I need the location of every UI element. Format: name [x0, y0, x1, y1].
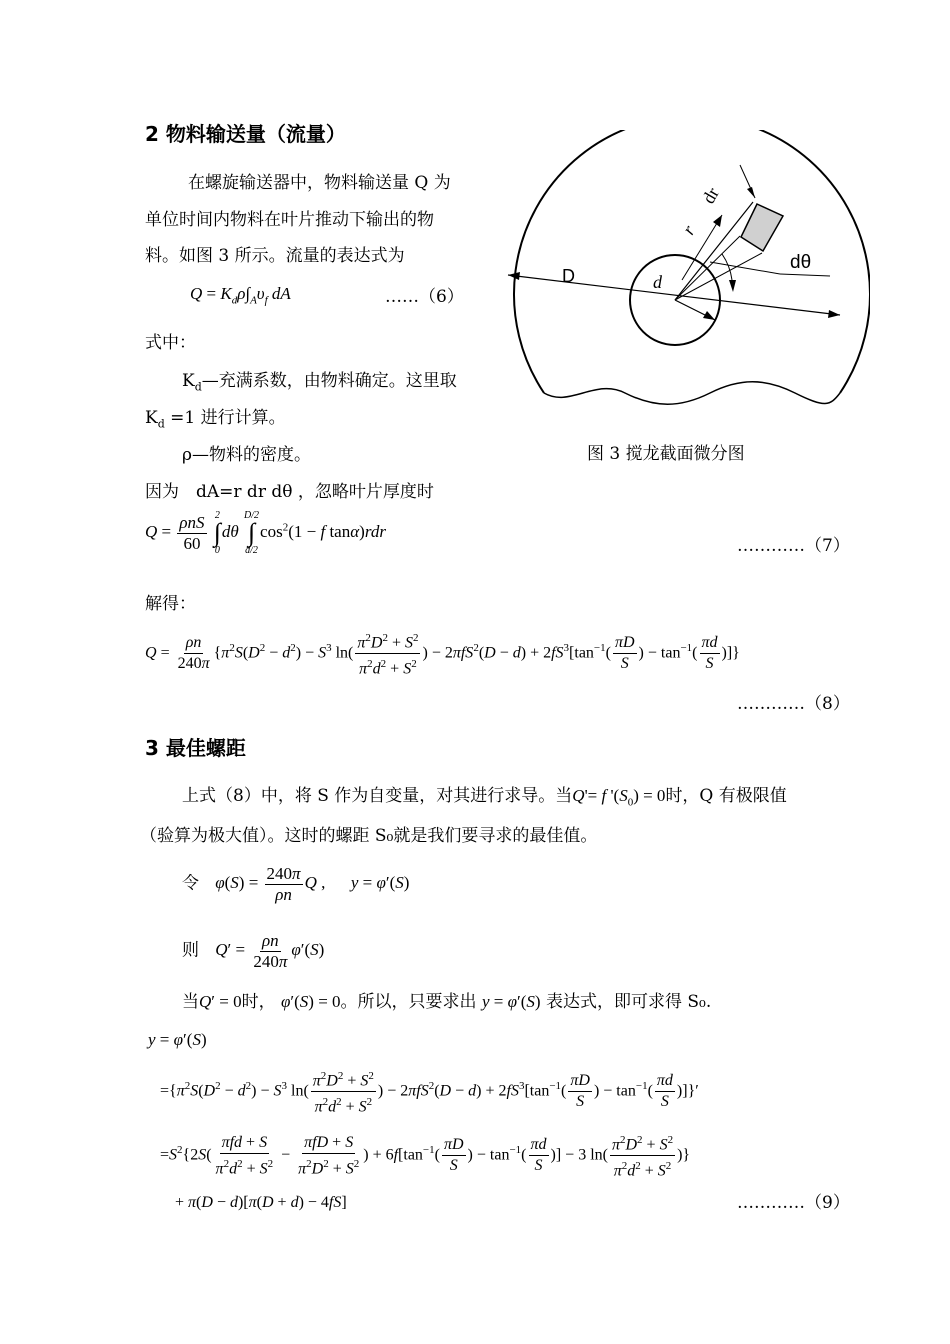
- section-3-para-line-1: 上式（8）中，将 S 作为自变量，对其进行求导。当Q'= f '$(S_0) = 0$时，Q 有极限值: [182, 786, 787, 809]
- figure-label-d: d: [653, 272, 662, 292]
- equation-7: Q = $\frac{\text{ρnS}}{60}$ 2 ∫ 0 dθ D/2 ∫ d/2 $\cos^2(1 - f$ tanα)rdr: [145, 510, 386, 556]
- then-label: 则: [182, 940, 199, 961]
- para-text: 上式（8）中，将 S 作为自变量，对其进行求导。当: [182, 786, 573, 806]
- figure-3-diagram: [500, 130, 870, 420]
- para-text-end: 时，Q 有极限值: [665, 786, 787, 806]
- figure-label-dtheta: dθ: [790, 252, 812, 273]
- area-element-line: 因为 dA=r dr dθ ，忽略叶片厚度时: [145, 482, 434, 502]
- equation-6-number: ……（6）: [385, 287, 464, 307]
- section-2-title: 2 物料输送量（流量）: [145, 122, 346, 146]
- section-3-para-line-2: （验算为极大值）。这时的螺距 S₀就是我们要寻求的最佳值。: [140, 826, 598, 846]
- where-label: 式中：: [145, 333, 196, 353]
- equation-6: $Q = K_d\rho\int_A\upsilon_f$ dA: [190, 284, 291, 307]
- equation-9-line-3: + π(D − d)[π(D + d) − 4fS]: [175, 1194, 347, 1211]
- differential-element: [741, 204, 783, 251]
- equation-9-line-2: $=S^2\{2S$( $\frac{\text{πfd + S}}{\pi^2d^2 + S^2}$ − $\frac{\text{πfD + S}}{\pi^2D^2 + S^2}$ ) + $6f[\tan^{-1}$( $\frac{\pi D}{S}$ ) − $\tan^{-1}$( $\frac{\pi d}{S}$ )] − 3 ln( $\frac{\pi^2D^2 + S^2}{\pi^2d^2 + S^2}$ )}: [160, 1130, 690, 1182]
- when-text: 。所以，只要求出: [340, 992, 477, 1012]
- outer-tube-arc: [514, 130, 870, 393]
- let-label: 令: [182, 873, 199, 894]
- kd-definition-text: —充满系数，由物料确定。这里取: [201, 371, 457, 391]
- figure-caption: 图 3 搅龙截面微分图: [587, 444, 745, 464]
- equation-7-number: …………（7）: [737, 536, 850, 556]
- kd-definition-cont: $K_d =1$ 进行计算。: [145, 408, 286, 431]
- paragraph-line: 料。如图 3 所示。流量的表达式为: [145, 246, 405, 266]
- figure-label-D: D: [562, 266, 575, 286]
- solve-label: 解得：: [145, 594, 196, 614]
- when-text: 表达式，即可求得 S₀.: [545, 992, 712, 1012]
- when-text: 当: [182, 992, 199, 1012]
- equation-9-number: …………（9）: [737, 1193, 850, 1213]
- equation-9-line-1: $=\{\pi^2S(D^2 - d^2) - S^3$ ln( $\frac{\pi^2D^2 + S^2}{\pi^2d^2 + S^2}$ ) − $2\pi fS^2(D - d) + 2fS^3[\tan^{-1}$( $\frac{\pi D}{S}$ ) − $\tan^{-1}$( $\frac{\pi d}{S}$ )]}′: [160, 1066, 699, 1118]
- equation-8-number: …………（8）: [737, 694, 850, 714]
- kd-value-text: =1 进行计算。: [164, 408, 286, 428]
- equation-8: Q = $\frac{\rho n}{240\pi}$ {$\pi^2S(D^2 - d^2) - S^3$ ln( $\frac{\pi^2D^2 + S^2}{\pi^2d^2 + S^2}$ ) − $2\pi fS^2(D - d) + 2fS^3[\tan^{-1}$( $\frac{\pi D}{S}$ ) − $\tan^{-1}$( $\frac{\pi d}{S}$ )]}: [145, 628, 740, 680]
- then-definition: 则 Q′ = $\frac{\rho n}{240\pi}$ φ′(S): [182, 931, 325, 971]
- kd-definition: $K_d—$充满系数，由物料确定。这里取: [182, 371, 457, 394]
- paragraph-line: 在螺旋输送器中，物料输送量 Q 为: [188, 173, 451, 193]
- break-line: [544, 382, 840, 405]
- condition-line: 当Q′ = 0时， φ′(S) = 0。所以，只要求出 y = φ′(S) 表达式，即可求得 S₀.: [182, 992, 712, 1012]
- radius-line: [675, 202, 753, 300]
- when-text: 时，: [241, 992, 276, 1012]
- let-definition: 令 φ(S) = $\frac{240\pi}{\rho n}$ Q , y = φ′(S): [182, 864, 410, 904]
- figure-label-r: r: [678, 221, 699, 238]
- paragraph-line: 单位时间内物料在叶片推动下输出的物: [145, 210, 434, 230]
- section-3-title: 3 最佳螺距: [145, 736, 246, 760]
- rho-definition: ρ—物料的密度。: [182, 445, 311, 465]
- y-equals-phi-prime: y = φ′(S): [148, 1030, 207, 1049]
- diameter-D-line: [508, 275, 840, 315]
- figure-label-dr: dr: [698, 184, 723, 207]
